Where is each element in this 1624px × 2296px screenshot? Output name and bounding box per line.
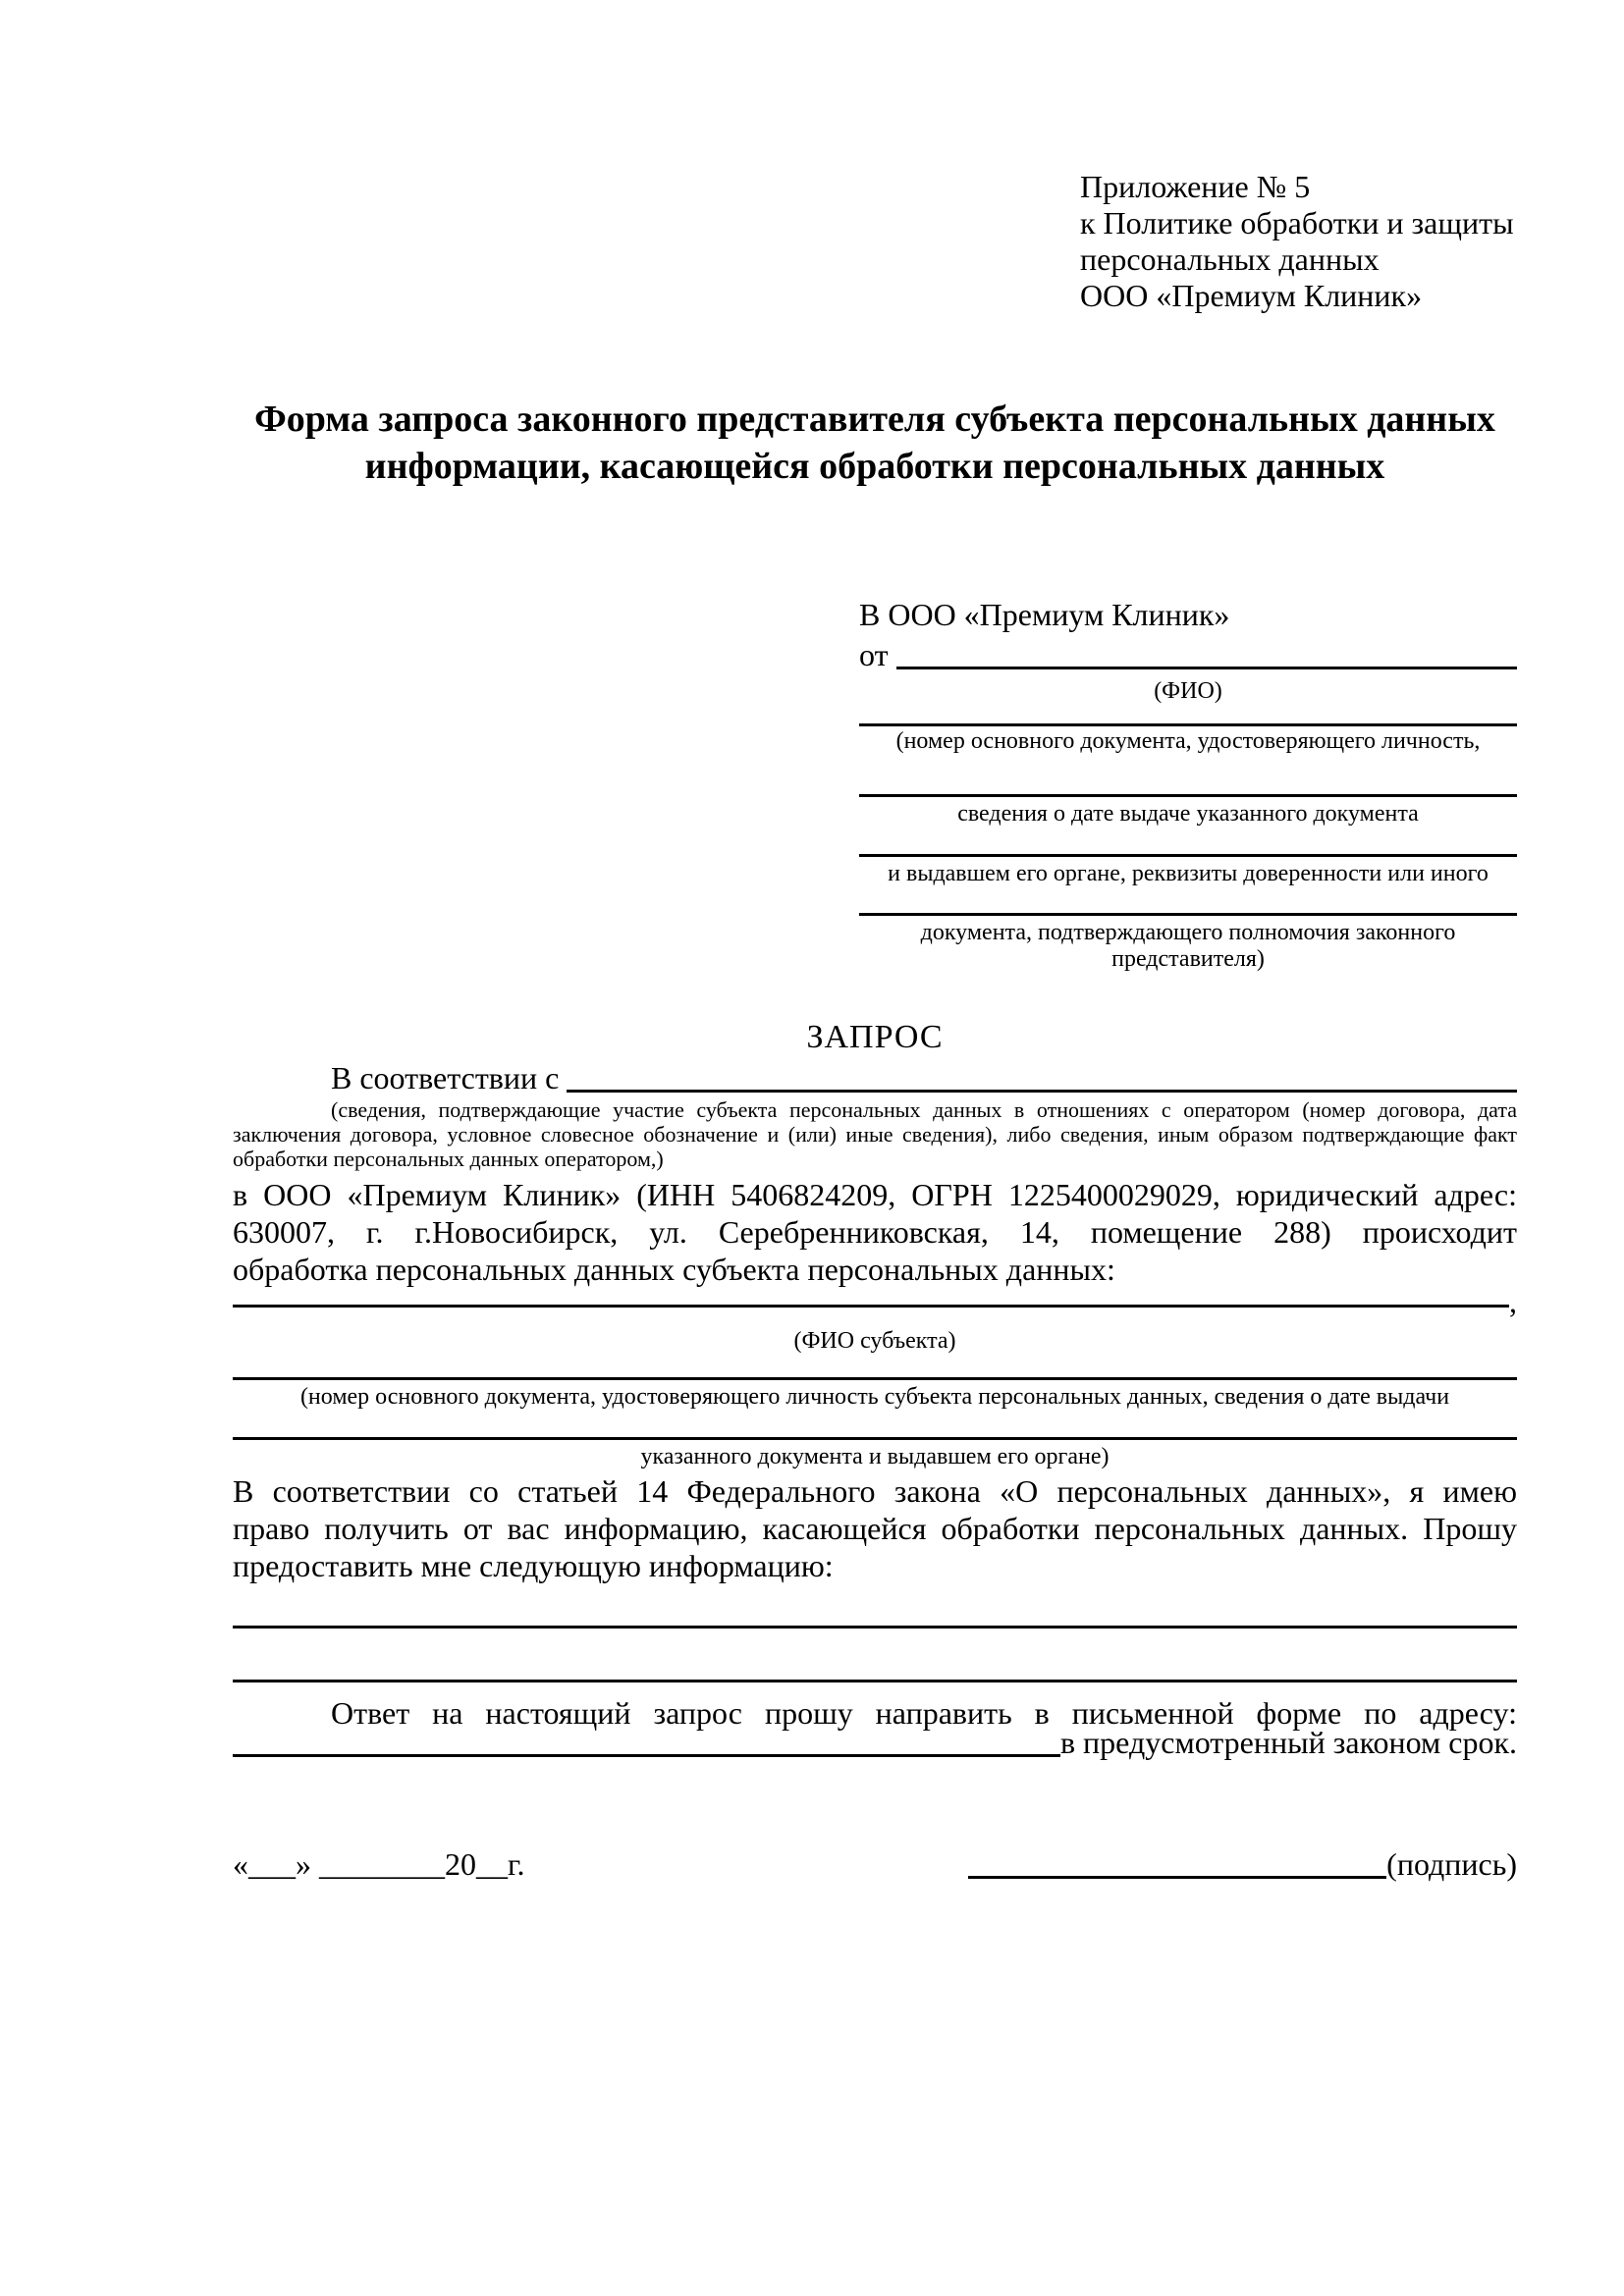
page-title [233,396,1517,490]
signature-caption: (подпись) [1386,1846,1517,1882]
reply-address-blank-line [233,1754,1060,1757]
signature-blank-line [968,1876,1386,1879]
statute-paragraph [233,1472,1517,1584]
subject-fio-field [233,1284,1517,1319]
from-label: от [859,637,889,672]
operator-paragraph-line: в ООО «Премиум Клиник» (ИНН 5406824209, ОГРН 1225400029029, юридический адрес: [233,1177,1517,1212]
operator-paragraph [233,1176,1517,1288]
page-title-line: информации, касающейся обработки персональных данных [364,446,1385,487]
subject-fio-comma: , [1509,1284,1517,1319]
subject-doc-caption: указанного документа и выдавшем его органе) [640,1444,1110,1469]
addressee-org: В ООО «Премиум Клиник» [859,597,1230,632]
appendix-line: Приложение № 5 [1080,169,1311,204]
basis-caption [233,1097,1517,1171]
basis-field [233,1058,1517,1097]
representative-doc-caption: и выдавшем его органе, реквизиты доверенности или иного [888,861,1489,886]
statute-paragraph-line: право получить от вас информацию, касающейся обработки персональных данных. Прошу [233,1511,1517,1546]
statute-paragraph-line: В соответствии со статьей 14 Федерального закона «О персональных данных», я имею [233,1473,1517,1509]
appendix-line: к Политике обработки и защиты [1080,205,1514,240]
info-blank-line [233,1584,1517,1629]
fio-caption: (ФИО) [1154,678,1222,704]
representative-doc-blank-line [859,887,1517,916]
subject-doc-caption: (номер основного документа, удостоверяющего личность субъекта персональных данных, сведения о дате выдачи [299,1384,1450,1410]
page-title-line: Форма запроса законного представителя субъекта персональных данных [254,399,1495,440]
statute-paragraph-line: предоставить мне следующую информацию: [233,1548,834,1583]
from-field [859,634,1517,674]
representative-doc-caption: документа, подтверждающего полномочия законного представителя) [920,920,1456,972]
subject-doc-blank-line [233,1411,1517,1440]
representative-doc-blank-line [859,755,1517,797]
addressee-block [859,595,1517,973]
appendix-note [1080,169,1517,314]
info-blank-line [233,1629,1517,1682]
reply-address-field [233,1725,1517,1760]
basis-label: В соответствии с [331,1060,560,1095]
representative-doc-blank-line [859,705,1517,726]
subject-fio-caption: (ФИО субъекта) [793,1328,956,1354]
operator-paragraph-line: 630007, г. г.Новосибирск, ул. Серебренниковская, 14, помещение 288) происходит [233,1214,1517,1250]
date-field: «___» ________20__г. [233,1846,525,1882]
date-signature-row [233,1844,1517,1884]
reply-paragraph: Ответ на настоящий запрос прошу направить в письменной форме по адресу: [331,1695,1517,1731]
appendix-line: персональных данных [1080,241,1380,277]
signature-field [968,1844,1517,1884]
from-blank-line [896,667,1517,669]
representative-doc-caption: сведения о дате выдаче указанного документа [957,801,1419,827]
basis-caption-line: обработки персональных данных оператором,) [233,1147,664,1171]
appendix-line: ООО «Премиум Клиник» [1080,278,1423,313]
reply-deadline-text: в предусмотренный законом срок. [1059,1725,1517,1760]
request-heading: ЗАПРОС [806,1019,944,1055]
basis-blank-line [567,1090,1517,1093]
basis-caption-line: заключения договора, условное словесное обозначение и (или) иные сведения), либо сведения, иным образом подтверждающие факт [233,1122,1517,1147]
subject-doc-blank-line [233,1355,1517,1380]
representative-doc-blank-line [859,828,1517,857]
basis-caption-line: (сведения, подтверждающие участие субъекта персональных данных в отношениях с оператором (номер договора, дата [331,1097,1517,1122]
representative-doc-caption: (номер основного документа, удостоверяющего личность, [895,728,1481,754]
subject-fio-blank-line [233,1305,1509,1308]
operator-paragraph-line: обработка персональных данных субъекта персональных данных: [233,1252,1115,1287]
